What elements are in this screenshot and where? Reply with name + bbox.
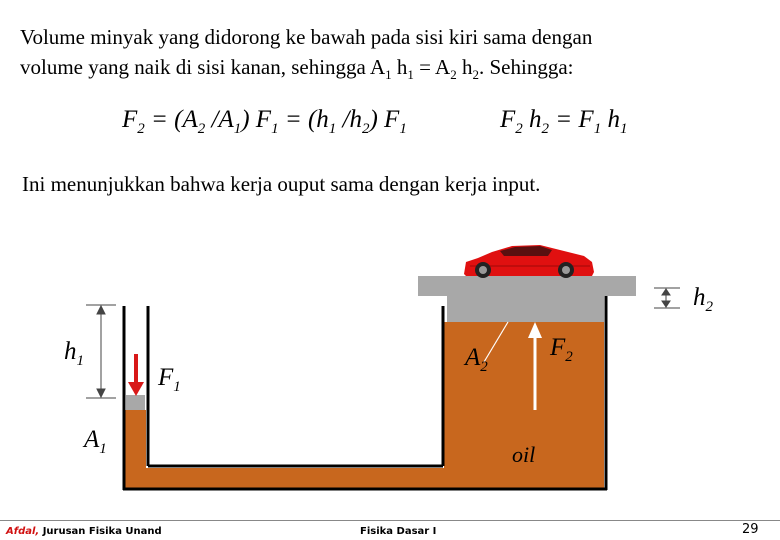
- h1-dimension: [86, 305, 116, 398]
- footer-author: Afdal, Jurusan Fisika Unand: [6, 526, 162, 537]
- small-piston: [126, 395, 145, 410]
- footer-course: Fisika Dasar I: [360, 526, 437, 537]
- label-f2: $F_2$: [550, 334, 573, 365]
- label-a2: $A_2$: [465, 344, 488, 375]
- label-a1: $A_1$: [84, 426, 107, 457]
- large-piston-top-plate: [418, 276, 636, 296]
- car-icon: [464, 245, 594, 278]
- label-h2: $h_2$: [693, 284, 713, 315]
- equation-force-ratio: $F_2 = (A_2$ $/A_1$) $F_1 = (h_1$ $/h_2$) $F_1$: [122, 106, 407, 137]
- page-number: 29: [742, 522, 759, 537]
- intro-line-2: volume yang naik di sisi kanan, sehingga $A_1$ $h_1 = A_2$ $h_2$. Sehingga:: [20, 55, 574, 83]
- footer-divider: [0, 520, 780, 521]
- intro-line-1: Volume minyak yang didorong ke bawah pada sisi kiri sama dengan: [20, 25, 593, 49]
- equation-work-balance: $F_2$ $h_2 = F_1$ $h_1$: [500, 106, 628, 137]
- label-oil: oil: [512, 442, 536, 467]
- label-f1: $F_1$: [158, 364, 181, 395]
- force-f1-arrow: [128, 354, 144, 396]
- label-h1: $h_1$: [64, 338, 84, 369]
- h2-dimension: [654, 288, 680, 308]
- conclusion-text: Ini menunjukkan bahwa kerja ouput sama dengan kerja input.: [22, 172, 541, 196]
